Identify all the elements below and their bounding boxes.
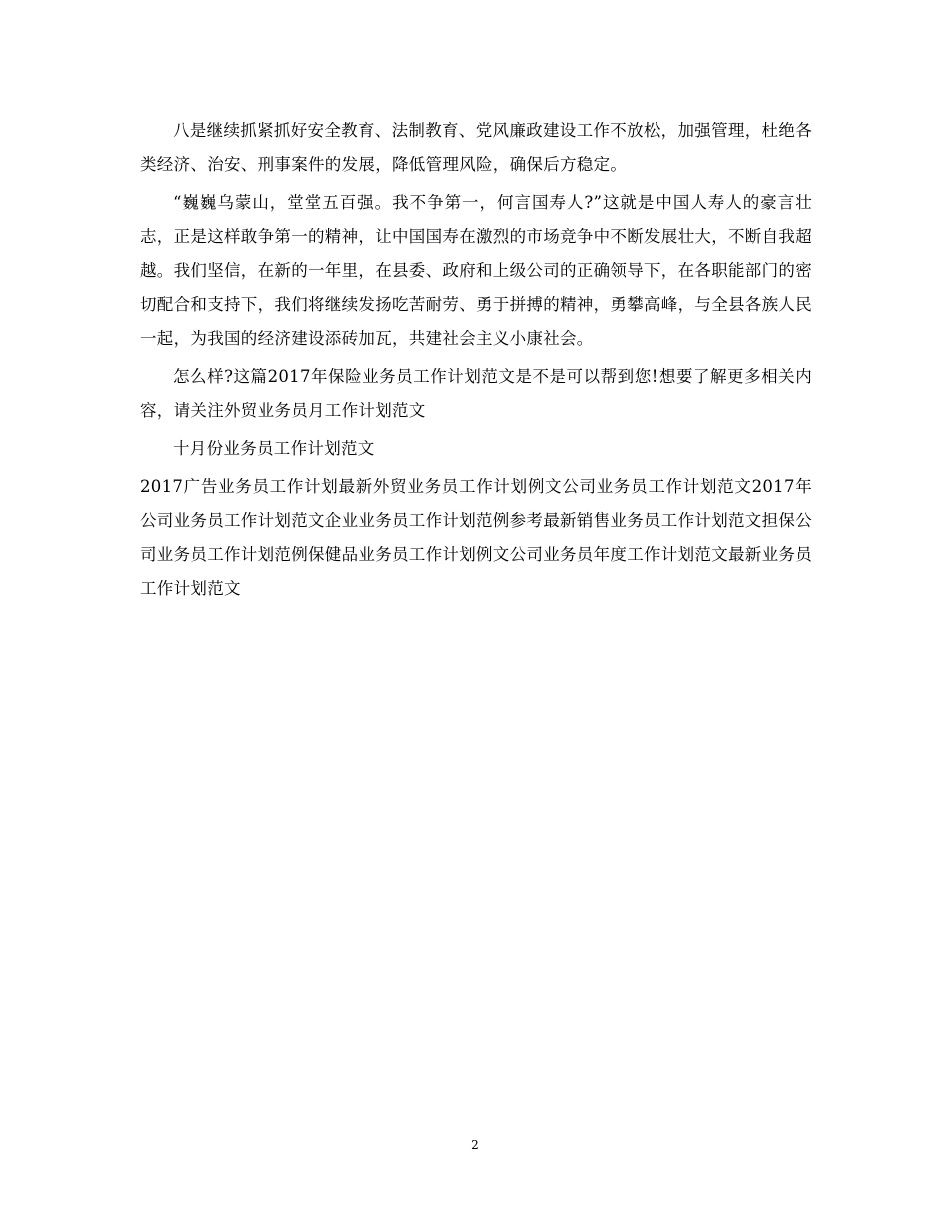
paragraph-company-spirit: “巍巍乌蒙山，堂堂五百强。我不争第一，何言国寿人?”这就是中国人寿人的豪言壮志，正是这样敢争第一的精神，让中国国寿在激烈的市场竞争中不断发展壮大，不断自我超越。我们坚信，在新的一年里，在县委、政府和上级公司的正确领导下，在各职能部门的密切配合和支持下，我们将继续发扬吃苦耐劳、勇于拼搏的精神，勇攀高峰，与全县各族人民一起，为我国的经济建设添砖加瓦，共建社会主义小康社会。	[140, 193, 812, 348]
related-articles-links[interactable]: 2017广告业务员工作计划最新外贸业务员工作计划例文公司业务员工作计划范文2017年公司业务员工作计划范文企业业务员工作计划范例参考最新销售业务员工作计划范文担保公司业务员工作计划范例保健品业务员工作计划例文公司业务员年度工作计划范文最新业务员工作计划范文	[140, 477, 812, 598]
page-number: 2	[471, 1138, 479, 1152]
paragraph-october-plan-link[interactable]: 十月份业务员工作计划范文	[173, 439, 375, 458]
document-body	[140, 114, 812, 610]
paragraph-work-item-eight: 八是继续抓紧抓好安全教育、法制教育、党风廉政建设工作不放松，加强管理，杜绝各类经济、治安、刑事案件的发展，降低管理风险，确保后方稳定。	[140, 121, 812, 174]
paragraph-closing-prompt: 怎么样?这篇2017年保险业务员工作计划范文是不是可以帮到您!想要了解更多相关内容，请关注外贸业务员月工作计划范文	[140, 367, 812, 420]
